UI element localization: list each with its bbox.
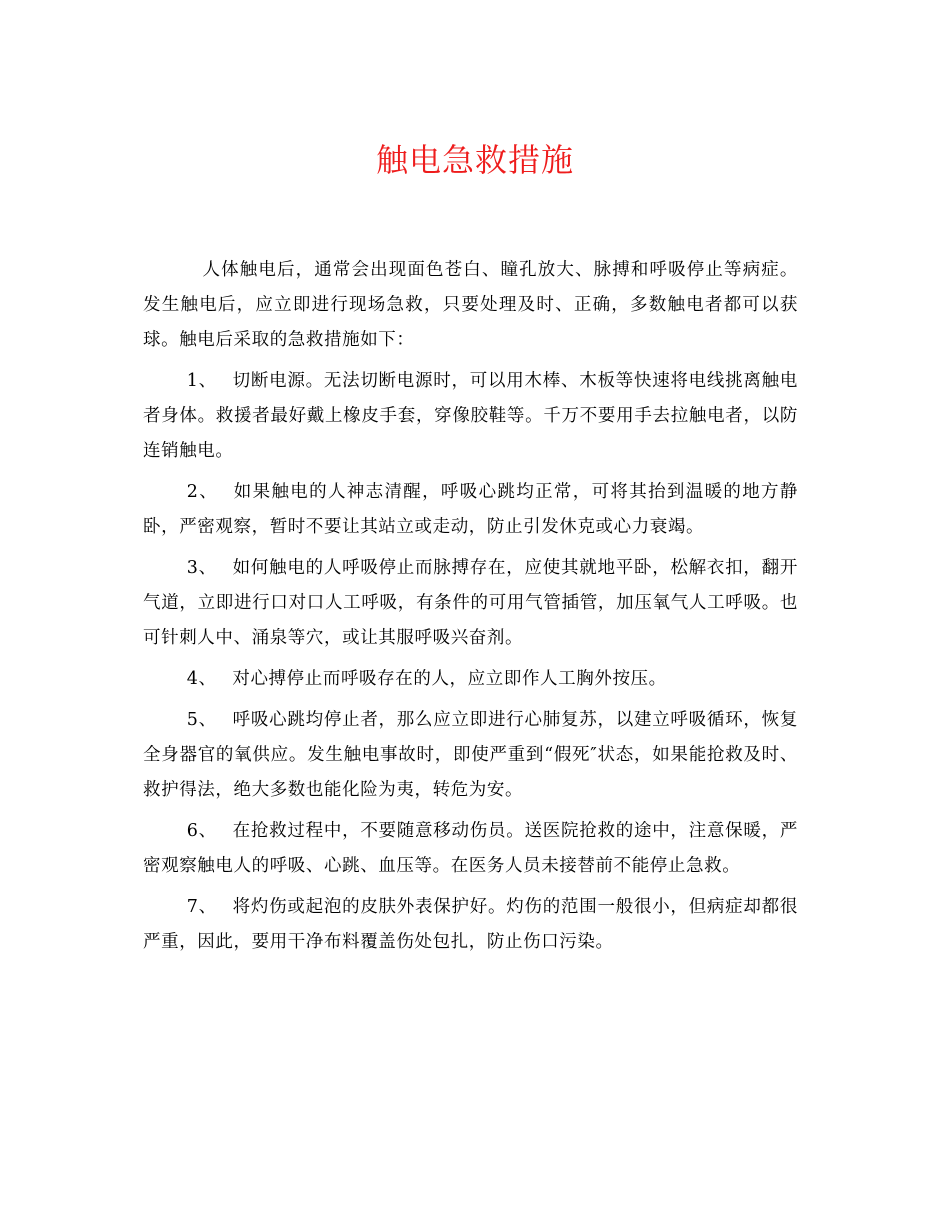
step-1-text: 切断电源。无法切断电源时，可以用木棒、木板等快速将电线挑离触电者身体。救援者最好戴上橡皮手套，穿像胶鞋等。千万不要用手去拉触电者，以防连销触电。 — [143, 371, 798, 461]
step-2-number: 2、 — [186, 482, 219, 502]
step-7-paragraph — [143, 890, 798, 960]
step-4-number: 4、 — [186, 669, 217, 689]
step-5-paragraph — [143, 703, 798, 808]
step-3-number: 3、 — [186, 558, 217, 578]
step-2-text: 如果触电的人神志清醒，呼吸心跳均正常，可将其抬到温暖的地方静卧，严密观察，暂时不要让其站立或走动，防止引发休克或心力衰竭。 — [143, 482, 798, 537]
document-body — [143, 253, 798, 966]
step-7-text: 将灼伤或起泡的皮肤外表保护好。灼伤的范围一般很小，但病症却都很严重，因此，要用干净布料覆盖伤处包扎，防止伤口污染。 — [143, 897, 798, 952]
step-6-number: 6、 — [186, 821, 217, 841]
page-title: 触电急救措施 — [375, 141, 574, 179]
step-5-text: 呼吸心跳均停止者，那么应立即进行心肺复苏，以建立呼吸循环，恢复全身器官的氧供应。发生触电事故时，即使严重到“假死″状态，如果能抢救及时、救护得法，绝大多数也能化险为夷，转危为安。 — [143, 710, 798, 800]
intro-paragraph: 人体触电后，通常会出现面色苍白、瞳孔放大、脉搏和呼吸停止等病症。发生触电后，应立即进行现场急救，只要处理及时、正确，多数触电者都可以获球。触电后采取的急救措施如下： — [143, 260, 798, 350]
step-1-paragraph — [143, 364, 798, 469]
step-6-paragraph — [143, 814, 798, 884]
step-6-text: 在抢救过程中，不要随意移动伤员。送医院抢救的途中，注意保暖，严密观察触电人的呼吸、心跳、血压等。在医务人员未接替前不能停止急救。 — [143, 821, 798, 876]
step-5-number: 5、 — [186, 710, 217, 730]
step-1-number: 1、 — [186, 371, 217, 391]
step-4-text: 对心搏停止而呼吸存在的人，应立即作人工胸外按压。 — [232, 669, 667, 689]
step-3-paragraph — [143, 551, 798, 656]
step-3-text: 如何触电的人呼吸停止而脉搏存在，应使其就地平卧，松解衣扣，翻开气道，立即进行口对口人工呼吸，有条件的可用气管插管，加压氧气人工呼吸。也可针刺人中、涌泉等穴，或让其服呼吸兴奋剂。 — [143, 558, 798, 648]
step-7-number: 7、 — [186, 897, 217, 917]
step-2-paragraph — [143, 475, 798, 545]
step-4-paragraph — [143, 662, 798, 697]
